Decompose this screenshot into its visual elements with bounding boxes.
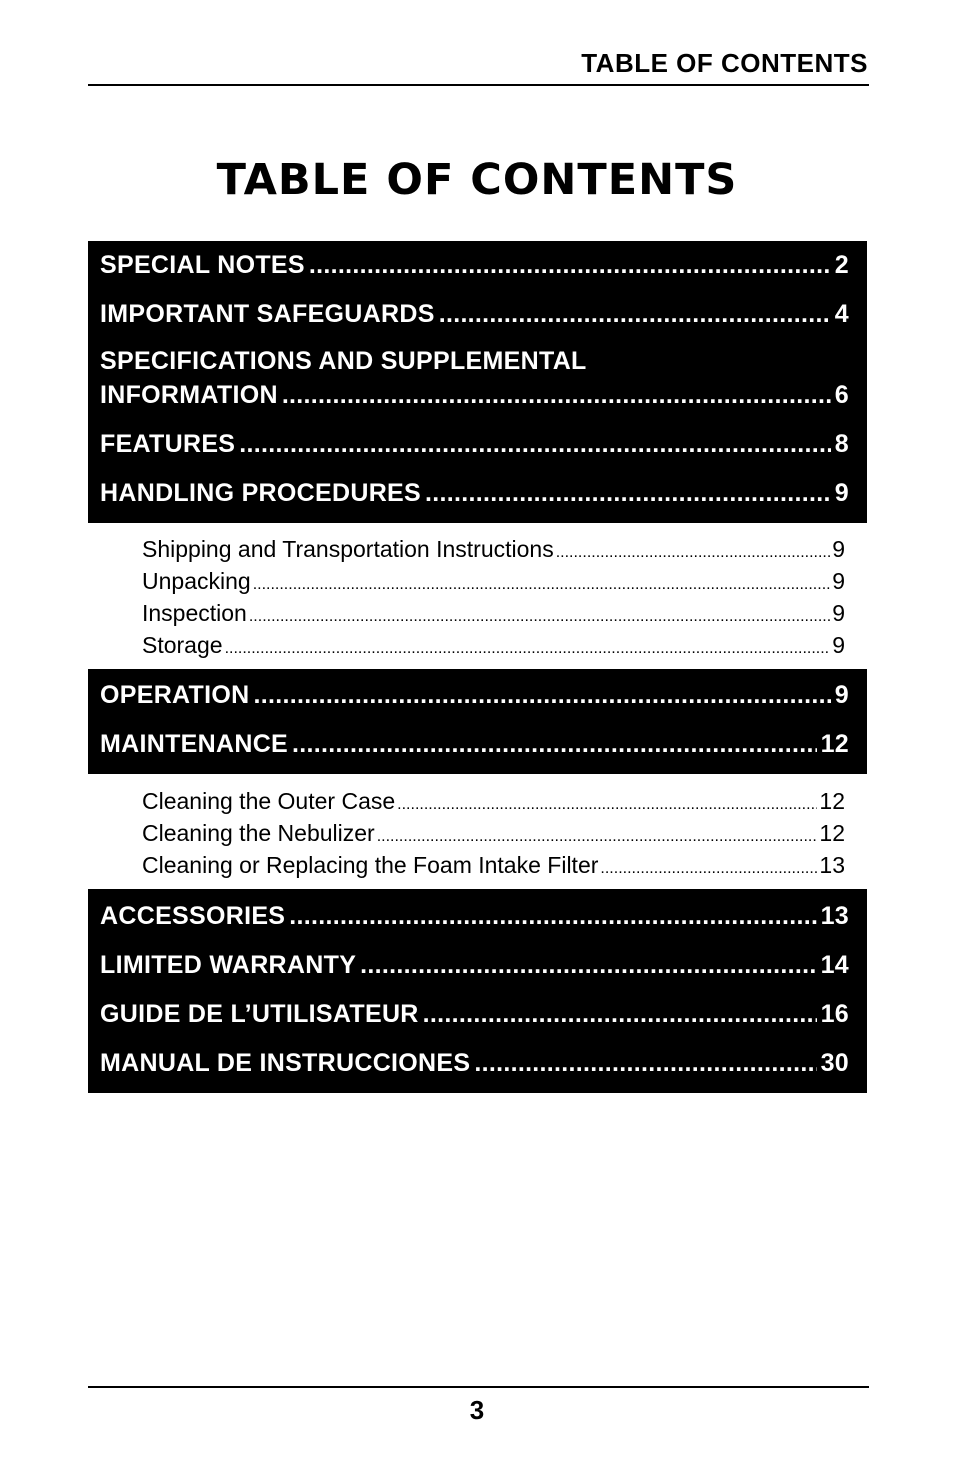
toc-entry-label: GUIDE DE L’UTILISATEUR bbox=[100, 1000, 419, 1028]
toc-entry-label-line2: INFORMATION bbox=[100, 381, 278, 409]
toc-entry-page: 14 bbox=[820, 951, 849, 979]
toc-entry-handling-procedures[interactable] bbox=[100, 475, 849, 511]
toc-entry-accessories[interactable] bbox=[100, 898, 849, 947]
toc-entry-page: 8 bbox=[834, 430, 849, 458]
dot-leader bbox=[423, 996, 817, 1032]
toc-section-block bbox=[88, 241, 867, 523]
toc-subentry-label: Inspection bbox=[142, 600, 247, 626]
toc-subentry-page: 9 bbox=[832, 568, 845, 594]
dot-leader bbox=[474, 1045, 816, 1081]
toc-entry-label: ACCESSORIES bbox=[100, 902, 286, 930]
dot-leader bbox=[556, 533, 831, 569]
toc-subentry-page: 12 bbox=[819, 788, 845, 814]
toc-subentry-label: Unpacking bbox=[142, 568, 251, 594]
dot-leader bbox=[282, 377, 831, 413]
toc-subentry-inspection[interactable] bbox=[142, 597, 845, 629]
toc-entry-limited-warranty[interactable] bbox=[100, 947, 849, 996]
toc-entry-page: 9 bbox=[834, 479, 849, 507]
page-number: 3 bbox=[469, 1395, 485, 1425]
dot-leader bbox=[253, 677, 830, 713]
toc-entry-page: 4 bbox=[834, 300, 849, 328]
toc-subentry-unpacking[interactable] bbox=[142, 565, 845, 597]
page-title: TABLE OF CONTENTS bbox=[216, 155, 738, 205]
dot-leader bbox=[249, 597, 830, 633]
toc-entry-label: OPERATION bbox=[100, 681, 250, 709]
toc-subentry-label: Storage bbox=[142, 632, 223, 658]
toc-entry-maintenance[interactable] bbox=[100, 726, 849, 762]
toc-subsection-list bbox=[88, 523, 867, 669]
toc-entry-manual-de-instrucciones[interactable] bbox=[100, 1045, 849, 1081]
toc-entry-important-safeguards[interactable] bbox=[100, 296, 849, 345]
toc-subentry-page: 13 bbox=[819, 852, 845, 878]
toc-subentry-foam-intake-filter[interactable] bbox=[142, 849, 845, 881]
toc-entry-page: 13 bbox=[820, 902, 849, 930]
toc-subentry-label: Cleaning or Replacing the Foam Intake Filter bbox=[142, 852, 599, 878]
dot-leader bbox=[377, 817, 818, 853]
dot-leader bbox=[309, 247, 831, 283]
toc-section-block bbox=[88, 669, 867, 774]
toc-entry-label-line1: SPECIFICATIONS AND SUPPLEMENTAL bbox=[100, 347, 587, 375]
dot-leader bbox=[292, 726, 817, 762]
dot-leader bbox=[425, 475, 831, 511]
table-of-contents bbox=[88, 241, 867, 1093]
dot-leader bbox=[397, 785, 817, 821]
toc-subentry-label: Shipping and Transportation Instructions bbox=[142, 536, 554, 562]
toc-entry-page: 30 bbox=[820, 1049, 849, 1077]
dot-leader bbox=[289, 898, 816, 934]
toc-entry-label: IMPORTANT SAFEGUARDS bbox=[100, 300, 435, 328]
toc-subsection-list bbox=[88, 774, 867, 889]
toc-entry-specifications[interactable] bbox=[100, 345, 849, 426]
running-header: TABLE OF CONTENTS bbox=[581, 48, 868, 78]
toc-subentry-storage[interactable] bbox=[142, 629, 845, 661]
toc-subentry-cleaning-outer-case[interactable] bbox=[142, 785, 845, 817]
dot-leader bbox=[225, 629, 831, 665]
toc-entry-label: FEATURES bbox=[100, 430, 236, 458]
toc-entry-special-notes[interactable] bbox=[100, 247, 849, 296]
header-rule bbox=[88, 84, 869, 86]
dot-leader bbox=[600, 849, 817, 885]
toc-entry-guide-de-lutilisateur[interactable] bbox=[100, 996, 849, 1045]
toc-subentry-page: 12 bbox=[819, 820, 845, 846]
toc-section-block bbox=[88, 889, 867, 1093]
toc-entry-page: 12 bbox=[820, 730, 849, 758]
toc-entry-label: MAINTENANCE bbox=[100, 730, 289, 758]
toc-subentry-shipping[interactable] bbox=[142, 533, 845, 565]
toc-entry-page: 16 bbox=[820, 1000, 849, 1028]
dot-leader bbox=[360, 947, 816, 983]
dot-leader bbox=[253, 565, 831, 601]
toc-subentry-cleaning-nebulizer[interactable] bbox=[142, 817, 845, 849]
footer-rule bbox=[88, 1386, 869, 1388]
toc-entry-label: SPECIAL NOTES bbox=[100, 251, 305, 279]
toc-entry-label: MANUAL DE INSTRUCCIONES bbox=[100, 1049, 471, 1077]
toc-entry-operation[interactable] bbox=[100, 677, 849, 726]
toc-subentry-page: 9 bbox=[832, 536, 845, 562]
toc-subentry-label: Cleaning the Outer Case bbox=[142, 788, 396, 814]
toc-entry-page: 2 bbox=[834, 251, 849, 279]
toc-entry-label: HANDLING PROCEDURES bbox=[100, 479, 421, 507]
dot-leader bbox=[439, 296, 831, 332]
toc-subentry-label: Cleaning the Nebulizer bbox=[142, 820, 375, 846]
toc-entry-page: 9 bbox=[834, 681, 849, 709]
dot-leader bbox=[239, 426, 831, 462]
toc-subentry-page: 9 bbox=[832, 632, 845, 658]
toc-entry-page: 6 bbox=[834, 381, 849, 409]
toc-subentry-page: 9 bbox=[832, 600, 845, 626]
toc-entry-features[interactable] bbox=[100, 426, 849, 475]
toc-entry-label: LIMITED WARRANTY bbox=[100, 951, 357, 979]
